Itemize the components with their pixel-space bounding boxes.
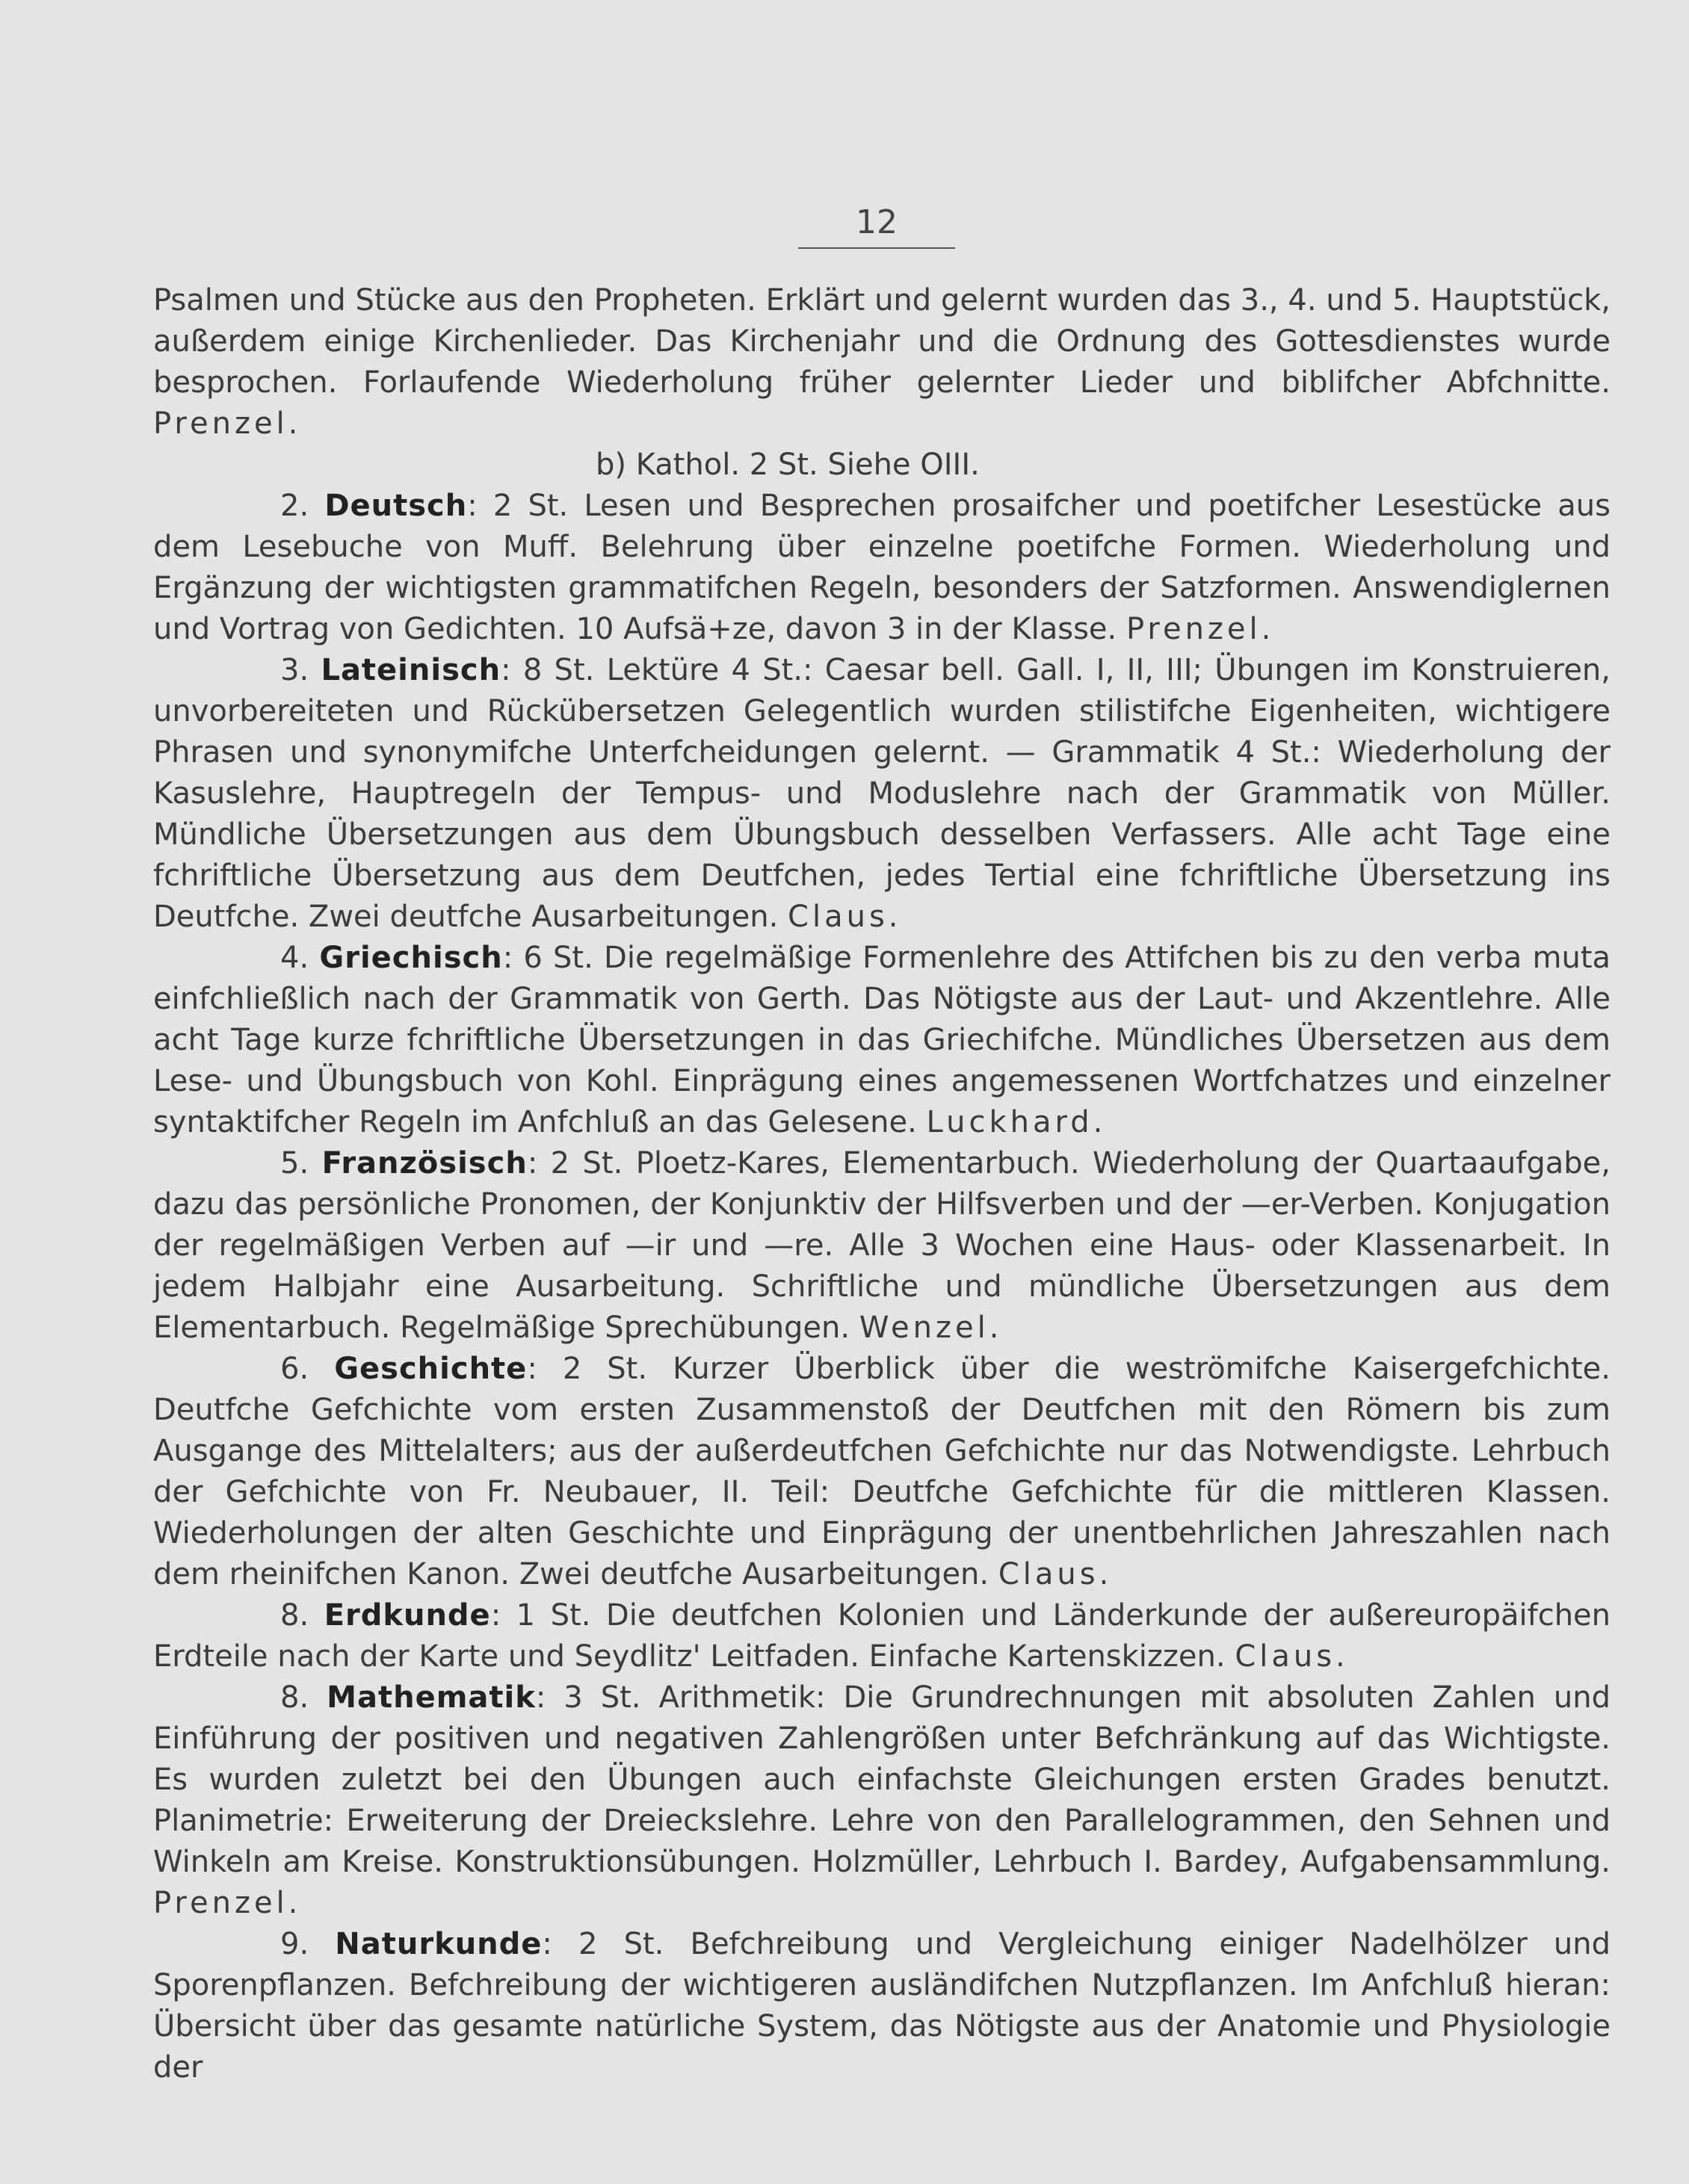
subject-hours: : 2 St. (467, 489, 569, 523)
paragraph-erdkunde (153, 1595, 1611, 1677)
paragraph-franzoesisch (153, 1143, 1611, 1349)
page-number: 12 (856, 203, 898, 241)
paragraph-naturkunde (153, 1924, 1611, 2088)
page-body (153, 280, 1611, 2088)
paragraph-text: Befchreibung und Vergleichung einiger Nadelhölzer und Sporenpflanzen. Befchreibung der wichtigeren ausländifchen Nutzpflanzen. Im Anfchluß hieran: Übersicht über das gesamte natürliche System, das Nötigste aus der Anatomie und Physiologie der (153, 1927, 1611, 2085)
subject-hours: : 2 St. (527, 1352, 648, 1386)
subject-heading: Naturkunde (335, 1927, 543, 1961)
subject-hours: : 2 St. (527, 1146, 623, 1181)
paragraph-lateinisch (153, 650, 1611, 938)
teacher-name: Luckhard. (926, 1105, 1107, 1139)
paragraph-catholic-religion (153, 445, 1611, 486)
section-number: 8. (280, 1680, 309, 1715)
paragraph-text: Die regelmäßige Formenlehre des Attifchen bis zu den verba muta einfchließlich nach der Grammatik von Gerth. Das Nötigste aus der Laut- und Akzentlehre. Alle acht Tage kurze fchriftliche Übersetzungen in das Griechifche. Mündliches Übersetzen aus dem Lese- und Übungsbuch von Kohl. Einprägung eines angemessenen Wortfchatzes und einzelner syntaktifcher Regeln im Anfchluß an das Gelesene. (153, 941, 1611, 1139)
subject-heading: Deutsch (324, 489, 468, 523)
teacher-name: Prenzel. (153, 406, 302, 441)
section-number: 9. (280, 1927, 309, 1961)
paragraph-text: Die deutfchen Kolonien und Länderkunde der außereuropäifchen Erdteile nach der Karte und Seydlitz' Leitfaden. Einfache Kartenskizzen. (153, 1598, 1611, 1674)
paragraph-text: Lesen und Besprechen prosaifcher und poetifcher Lesestücke aus dem Lesebuche von Muff. Belehrung über einzelne poetifche Formen. Wiederholung und Ergänzung der wichtigsten grammatifchen Regeln, besonders der Satzformen. Answendiglernen und Vortrag von Gedichten. 10 Aufsä+ze, davon 3 in der Klasse. (153, 489, 1611, 646)
teacher-name: Wenzel. (859, 1311, 1003, 1345)
subject-hours: : 8 St. (501, 653, 595, 687)
subject-heading: Griechisch (319, 941, 503, 975)
subject-heading: Französisch (321, 1146, 528, 1181)
subject-hours: : 6 St. (502, 941, 593, 975)
paragraph-deutsch (153, 486, 1611, 650)
paragraph-geschichte (153, 1349, 1611, 1595)
paragraph-griechisch (153, 938, 1611, 1143)
paragraph-text: Psalmen und Stücke aus den Propheten. Erklärt und gelernt wurden das 3., 4. und 5. Hauptstück, außerdem einige Kirchenlieder. Das Kirchenjahr und die Ordnung des Gottesdienstes wurde besprochen. Forlaufende Wiederholung früher gelernter Lieder und biblifcher Abfchnitte. (153, 283, 1611, 400)
section-number: 3. (280, 653, 309, 687)
paragraph-text: Arithmetik: Die Grundrechnungen mit absoluten Zahlen und Einführung der positiven und negativen Zahlengrößen unter Befchränkung auf das Wichtigste. Es wurden zuletzt bei den Übungen auch einfachste Gleichungen ersten Grades benutzt. Planimetrie: Erweiterung der Dreieckslehre. Lehre von den Parallelogrammen, den Sehnen und Winkeln am Kreise. Konstruktionsübungen. Holzmüller, Lehrbuch I. Bardey, Aufgabensammlung. (153, 1680, 1611, 1879)
page-number-rule (798, 247, 955, 249)
section-number: 8. (280, 1598, 309, 1633)
section-number: 5. (280, 1146, 309, 1181)
subject-hours: : 2 St. (542, 1927, 664, 1961)
paragraph-text: Lektüre 4 St.: Caesar bell. Gall. I, II, III; Übungen im Konstruieren, unvorbereiteten und Rückübersetzen Gelegentlich wurden stilistifche Eigenheiten, wichtigere Phrasen und synonymifche Unterfcheidungen gelernt. — Grammatik 4 St.: Wiederholung der Kasuslehre, Hauptregeln der Tempus- und Moduslehre nach der Grammatik von Müller. Mündliche Übersetzungen aus dem Übungsbuch desselben Verfassers. Alle acht Tage eine fchriftliche Übersetzung aus dem Deutfchen, jedes Tertial eine fchriftliche Übersetzung ins Deutfche. Zwei deutfche Ausarbeitungen. (153, 653, 1611, 934)
subject-heading: Mathematik (327, 1680, 536, 1715)
section-number: 2. (280, 489, 309, 523)
subject-hours: : 1 St. (490, 1598, 591, 1633)
paragraph-religion-continued (153, 280, 1611, 445)
teacher-name: Prenzel. (1126, 612, 1275, 646)
paragraph-text: Kurzer Überblick über die weströmifche Kaisergefchichte. Deutfche Gefchichte vom ersten Zusammenstoß der Deutfchen mit den Römern bis zum Ausgange des Mittelalters; aus der außerdeutfchen Gefchichte nur das Notwendigste. Lehrbuch der Gefchichte von Fr. Neubauer, II. Teil: Deutfche Gefchichte für die mittleren Klassen. Wiederholungen der alten Geschichte und Einprägung der unentbehrlichen Jahreszahlen nach dem rheinifchen Kanon. Zwei deutfche Ausarbeitungen. (153, 1352, 1611, 1591)
subject-heading: Geschichte (334, 1352, 528, 1386)
subject-hours: : 3 St. (535, 1680, 641, 1715)
teacher-name: Claus. (788, 900, 902, 934)
section-number: 6. (280, 1352, 309, 1386)
subject-heading: Erdkunde (324, 1598, 491, 1633)
teacher-name: Claus. (998, 1557, 1113, 1591)
teacher-name: Claus. (1235, 1639, 1349, 1674)
paragraph-mathematik (153, 1677, 1611, 1924)
subject-heading: Lateinisch (321, 653, 501, 687)
paragraph-text: b) Kathol. 2 St. Siehe OIII. (596, 448, 980, 482)
paragraph-text: Ploetz-Kares, Elementarbuch. Wiederholung der Quartaaufgabe, dazu das persönliche Pronomen, der Konjunktiv der Hilfsverben und der —er-Verben. Konjugation der regelmäßigen Verben auf —ir und —re. Alle 3 Wochen eine Haus- oder Klassenarbeit. In jedem Halbjahr eine Ausarbeitung. Schriftliche und mündliche Übersetzungen aus dem Elementarbuch. Regelmäßige Sprechübungen. (153, 1146, 1611, 1345)
section-number: 4. (280, 941, 309, 975)
teacher-name: Prenzel. (153, 1886, 302, 1920)
